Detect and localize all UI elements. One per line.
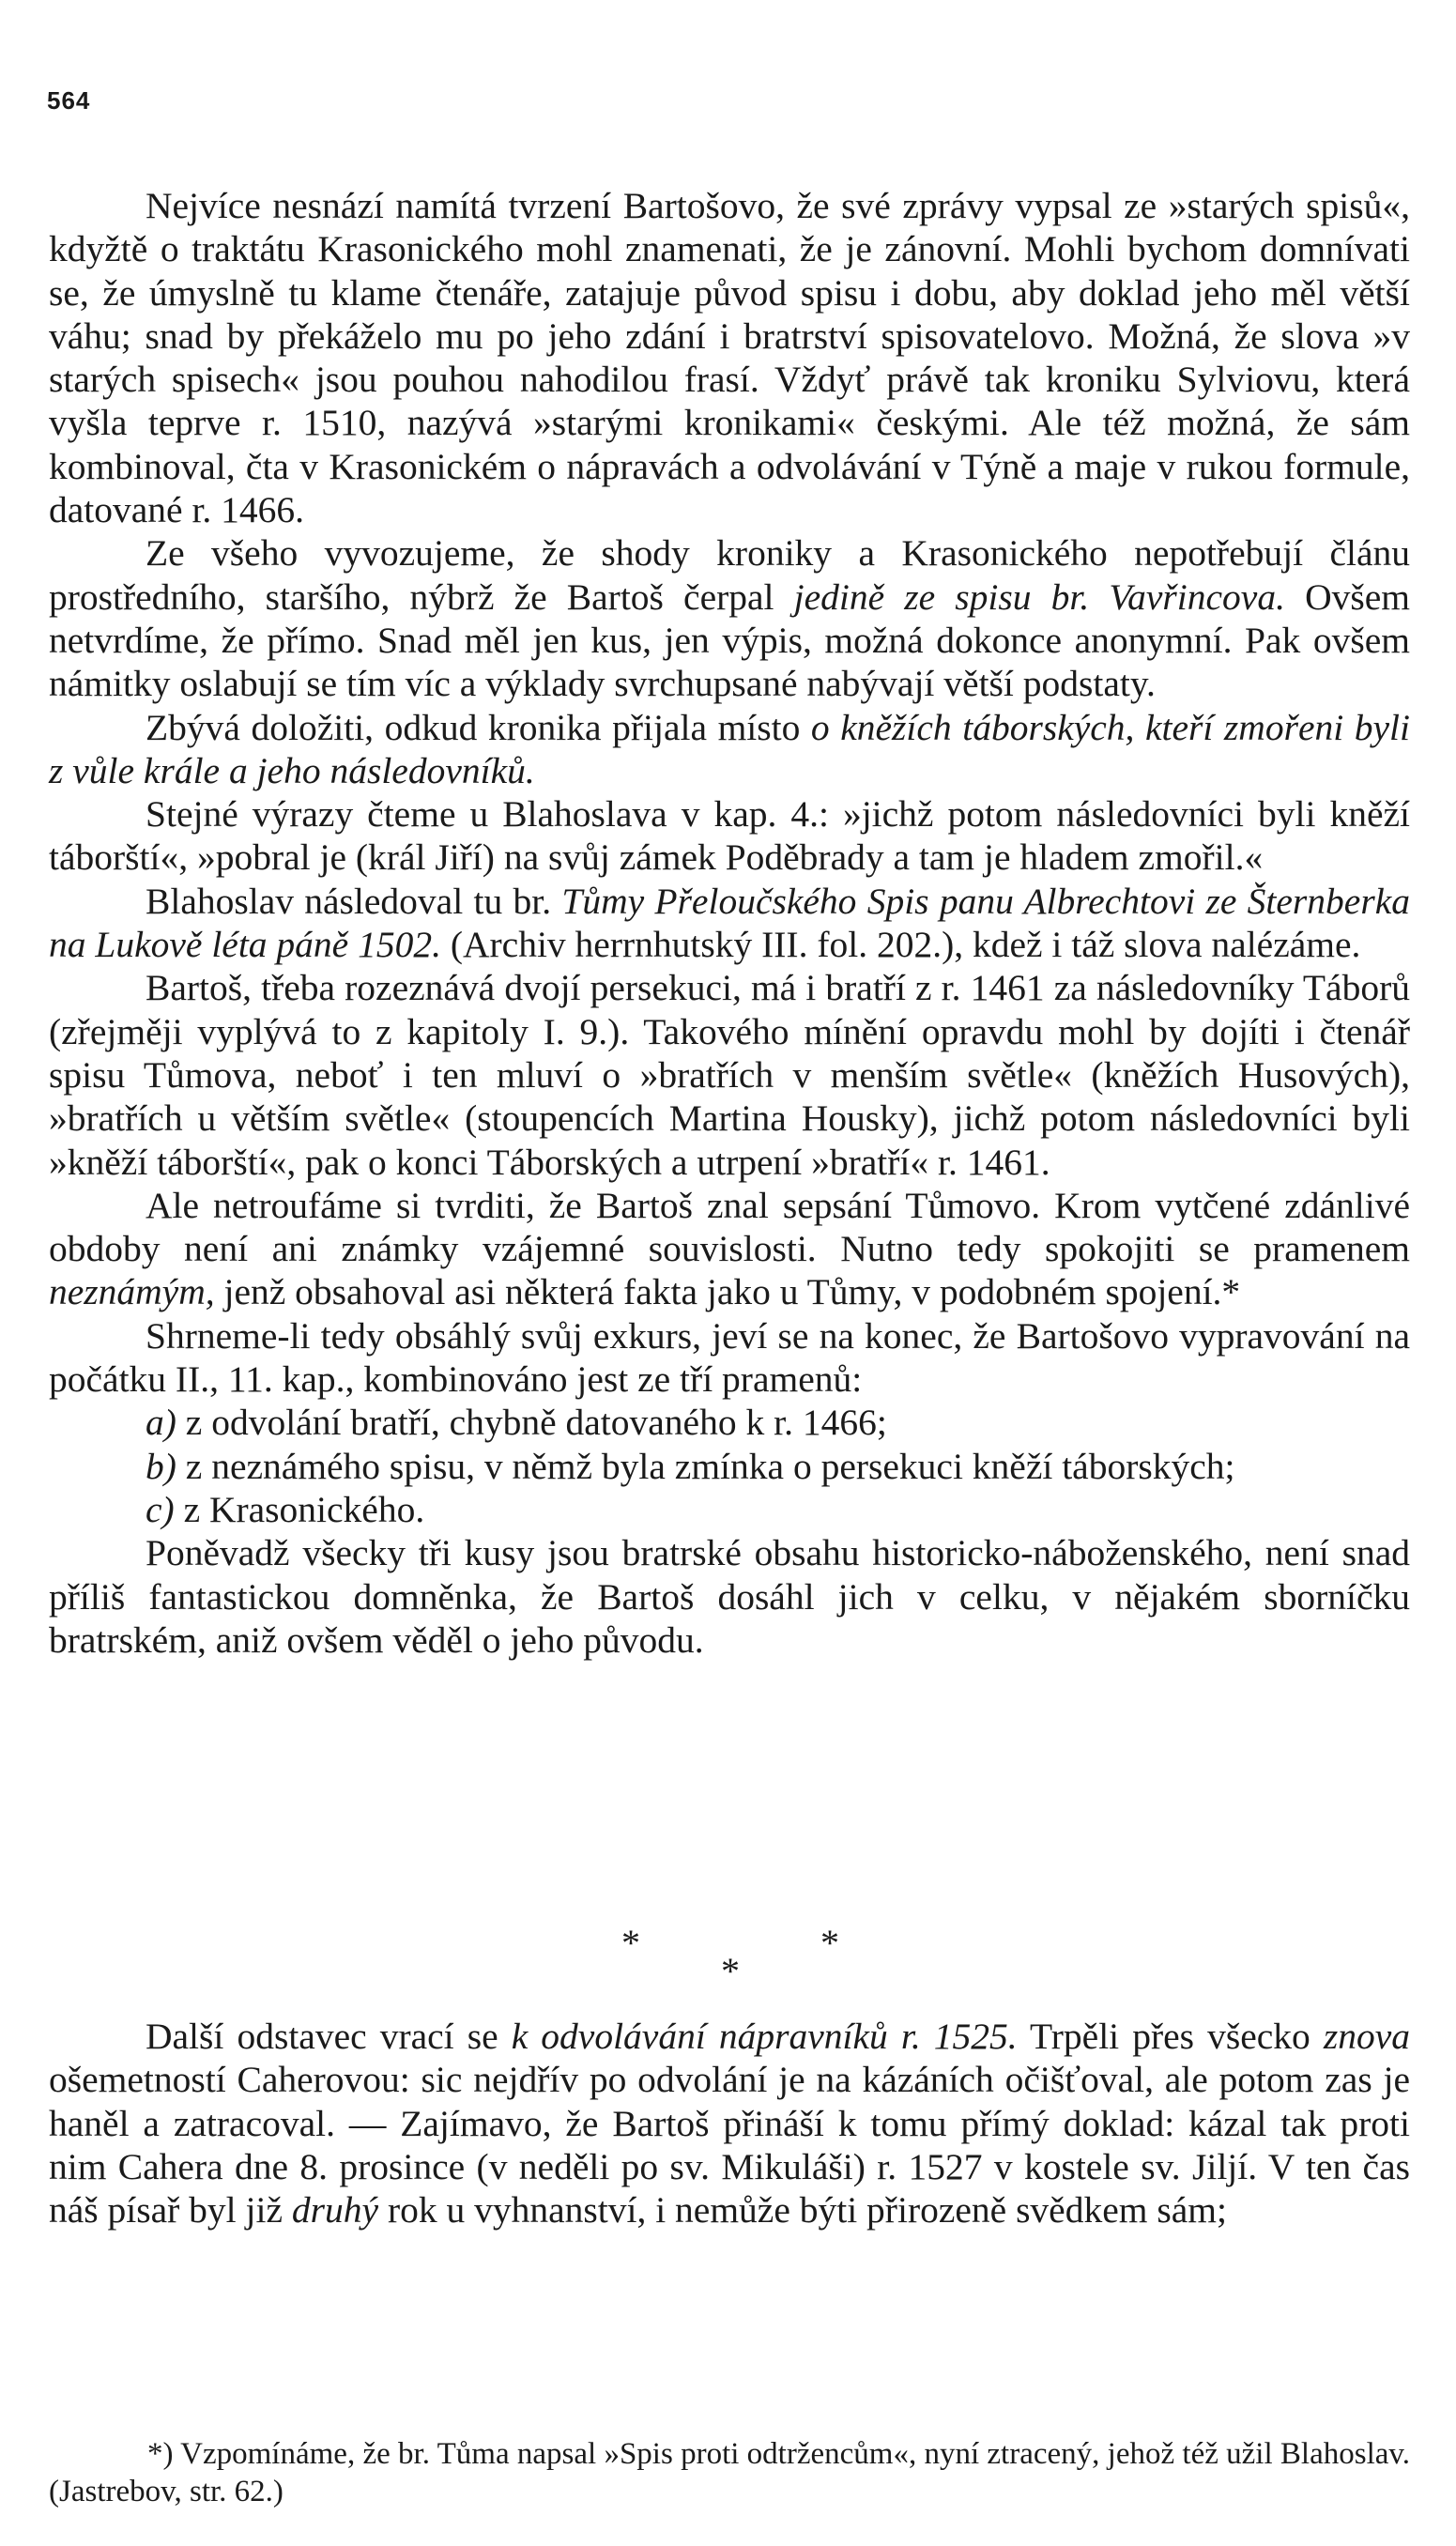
paragraph bbox=[49, 531, 1410, 705]
text-run: Další odstavec vrací se bbox=[146, 2016, 512, 2057]
asterisk: * bbox=[621, 1922, 640, 1964]
text-run: Trpěli přes všecko bbox=[1017, 2016, 1324, 2057]
italic-text: Tůmy Přeloučského Spis panu Albrechtovi ze Šternberka na Lukově léta páně 1502. bbox=[49, 880, 1410, 966]
page-number: 564 bbox=[47, 86, 91, 115]
text-run: Blahoslav následoval tu br. bbox=[146, 880, 562, 922]
list-marker: a) bbox=[146, 1402, 176, 1444]
list-item bbox=[49, 1401, 1410, 1444]
list-marker: b) bbox=[146, 1445, 176, 1487]
list-text: z neznámého spisu, v němž byla zmínka o persekuci kněží táborských; bbox=[176, 1445, 1235, 1487]
italic-text: o kněžích táborských, kteří zmořeni byli z vůle krále a jeho následovníků. bbox=[49, 706, 1410, 791]
paragraph bbox=[49, 792, 1410, 880]
paragraph bbox=[49, 1184, 1410, 1314]
text-run: Stejné výrazy čteme u Blahoslava v kap. 4.: »jichž potom následovníci byli kněží táborští«, »pobral je (král Jiří) na svůj zámek Poděbrady a tam je hladem zmořil.« bbox=[49, 793, 1410, 879]
text-run: Ze všeho vyvozujeme, že shody kroniky a Krasonického nepotřebují článu prostředního, staršího, nýbrž že Bartoš čerpal bbox=[49, 532, 1410, 618]
list-item bbox=[49, 1445, 1410, 1488]
main-text bbox=[49, 184, 1410, 1662]
asterisk: * bbox=[721, 1950, 740, 1992]
list-text: z Krasonického. bbox=[174, 1488, 425, 1530]
italic-text: jedině ze spisu br. Vavřincova. bbox=[793, 575, 1285, 618]
text-run: Zbývá doložiti, odkud kronika přijala místo bbox=[146, 706, 811, 748]
text-run: ošemetností Caherovou: sic nejdřív po odvolání je na kázáních očišťoval, ale potom zas je haněl a zatracoval. — Zajímavo, že Bartoš přináší k tomu přímý doklad: kázal tak proti nim Cahera dne 8. prosince (v neděli po sv. Mikuláši) r. 1527 v kostele sv. Jiljí. V ten čas náš písař byl již bbox=[49, 2059, 1410, 2232]
asterisk: * bbox=[820, 1922, 839, 1964]
paragraph bbox=[49, 2015, 1410, 2232]
paragraph: Nejvíce nesnází namítá tvrzení Bartošovo, že své zprávy vypsal ze »starých spisů«, kdyžtě o traktátu Krasonického mohl znamenati, že je zánovní. Mohli bychom domnívati se, že úmyslně tu klame čtenáře, zatajuje původ spisu i dobu, aby doklad jeho měl větší váhu; snad by překáželo mu po jeho zdání i bratrství spisovatelovo. Možná, že slova »v starých spisech« jsou pouhou nahodilou frasí. Vždyť právě tak kroniku Sylviovu, která vyšla teprve r. 1510, nazývá »starými kronikami« českými. Ale též možná, že sám kombinoval, čta v Krasonickém o nápravách a odvolávání v Týně a maje v rukou formule, datované r. 1466. bbox=[49, 185, 1410, 531]
italic-text: druhý bbox=[291, 2189, 379, 2232]
paragraph bbox=[49, 880, 1410, 967]
text-run: rok u vyhnanství, i nemůže býti přirozeně svědkem sám; bbox=[378, 2189, 1227, 2232]
text-run: jenž obsahoval asi některá fakta jako u Tůmy, v podobném spojení.* bbox=[214, 1271, 1241, 1313]
footnote bbox=[49, 2435, 1410, 2510]
list-item bbox=[49, 1488, 1410, 1531]
paragraph: Shrneme-li tedy obsáhlý svůj exkurs, jeví se na konec, že Bartošovo vypravování na počátku II., 11. kap., kombinováno jest ze tří pramenů: bbox=[49, 1314, 1410, 1401]
paragraph: Bartoš, třeba rozeznává dvojí persekuci, má i bratří z r. 1461 za následovníky Táborů (zřejměji vyplývá to z kapitoly I. 9.). Takového mínění opravdu mohl by dojíti i čtenář spisu Tůmova, neboť i ten mluví o »bratřích v menším světle« (kněžích Husových), »bratřích u větším světle« (stoupencích Martina Housky), jichž potom následovníci byli »kněží táborští«, pak o konci Táborských a utrpení »bratří« r. 1461. bbox=[49, 967, 1410, 1183]
italic-text: znova bbox=[1323, 2016, 1411, 2057]
footnote-text: *) Vzpomínáme, že br. Tůma napsal »Spis proti odtržencům«, nyní ztracený, jehož též užil Blahoslav. (Jastrebov, str. 62.) bbox=[49, 2437, 1410, 2508]
paragraph: Poněvadž všecky tři kusy jsou bratrské obsahu historicko-náboženského, není snad příliš fantastickou domněnka, že Bartoš dosáhl jich v celku, v nějakém sborníčku bratrském, aniž ovšem věděl o jeho původu. bbox=[49, 1532, 1410, 1661]
italic-text: k odvolávání nápravníků r. 1525. bbox=[511, 2016, 1018, 2057]
text-run: Ale netroufáme si tvrditi, že Bartoš znal sepsání Tůmovo. Krom vytčené zdánlivé obdoby není ani známky vzájemné souvislosti. Nutno tedy spokojiti se pramenem bbox=[49, 1184, 1410, 1270]
list-marker: c) bbox=[146, 1488, 175, 1530]
text-run: Ovšem netvrdíme, že přímo. Snad měl jen kus, jen výpis, možná dokonce anonymní. Pak ovšem námitky oslabují se tím víc a výklady svrchupsané nabývají větší podstaty. bbox=[49, 575, 1410, 705]
main-text-continued bbox=[49, 2015, 1410, 2232]
section-separator bbox=[0, 1922, 1456, 1992]
text-run: (Archiv herrnhutský III. fol. 202.), kdež i táž slova nalézáme. bbox=[440, 924, 1361, 966]
italic-text: neznámým, bbox=[49, 1271, 215, 1313]
list-text: z odvolání bratří, chybně datovaného k r. 1466; bbox=[176, 1402, 887, 1444]
paragraph bbox=[49, 706, 1410, 793]
